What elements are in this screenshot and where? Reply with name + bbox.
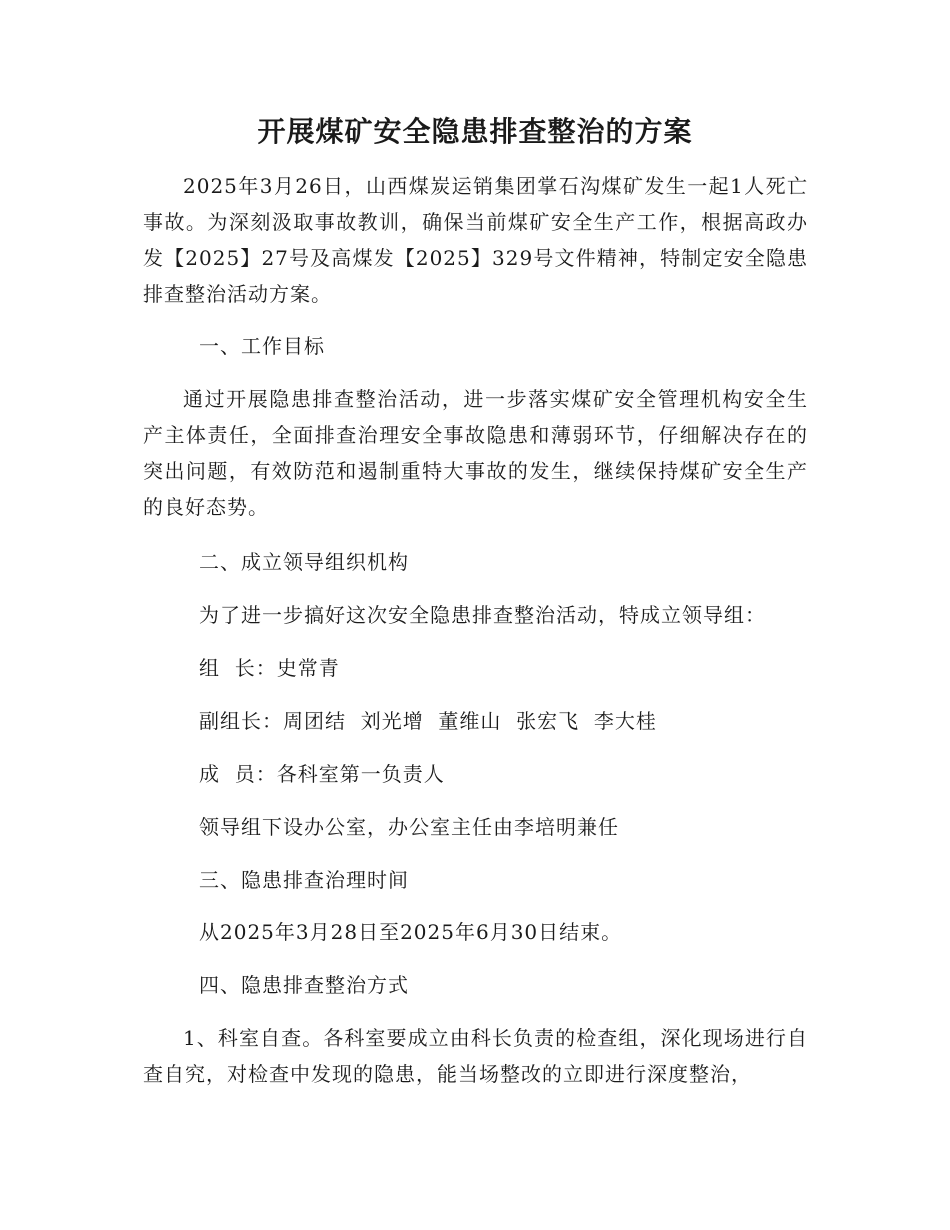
section-3-heading: 三、隐患排查治理时间	[199, 868, 409, 892]
leader-line: 组 长：史常青	[199, 656, 340, 680]
members-line: 成 员：各科室第一负责人	[199, 762, 445, 786]
section-2-intro: 为了进一步搞好这次安全隐患排查整治活动，特成立领导组：	[199, 603, 766, 627]
intro-paragraph: 2025年3月26日，山西煤炭运销集团掌石沟煤矿发生一起1人死亡事故。为深刻汲取事故教训，确保当前煤矿安全生产工作，根据高政办发【2025】27号及高煤发【2025】329号文件精神，特制定安全隐患排查整治活动方案。	[143, 174, 808, 306]
section-1-heading: 一、工作目标	[199, 334, 325, 358]
section-3-body: 从2025年3月28日至2025年6月30日结束。	[199, 920, 623, 944]
section-2-heading: 二、成立领导组织机构	[199, 550, 409, 574]
section-4-heading: 四、隐患排查整治方式	[199, 973, 409, 997]
deputy-leaders-line: 副组长：周团结 刘光增 董维山 张宏飞 李大桂	[199, 709, 657, 733]
section-1-body: 通过开展隐患排查整治活动，进一步落实煤矿安全管理机构安全生产主体责任，全面排查治理安全事故隐患和薄弱环节，仔细解决存在的突出问题，有效防范和遏制重特大事故的发生，继续保持煤矿安全生产的良好态势。	[143, 387, 808, 519]
section-4-item-1: 1、科室自查。各科室要成立由科长负责的检查组，深化现场进行自查自究，对检查中发现的隐患，能当场整改的立即进行深度整治，	[143, 1026, 808, 1086]
document-title: 开展煤矿安全隐患排查整治的方案	[257, 115, 693, 148]
office-line: 领导组下设办公室，办公室主任由李培明兼任	[199, 815, 619, 839]
